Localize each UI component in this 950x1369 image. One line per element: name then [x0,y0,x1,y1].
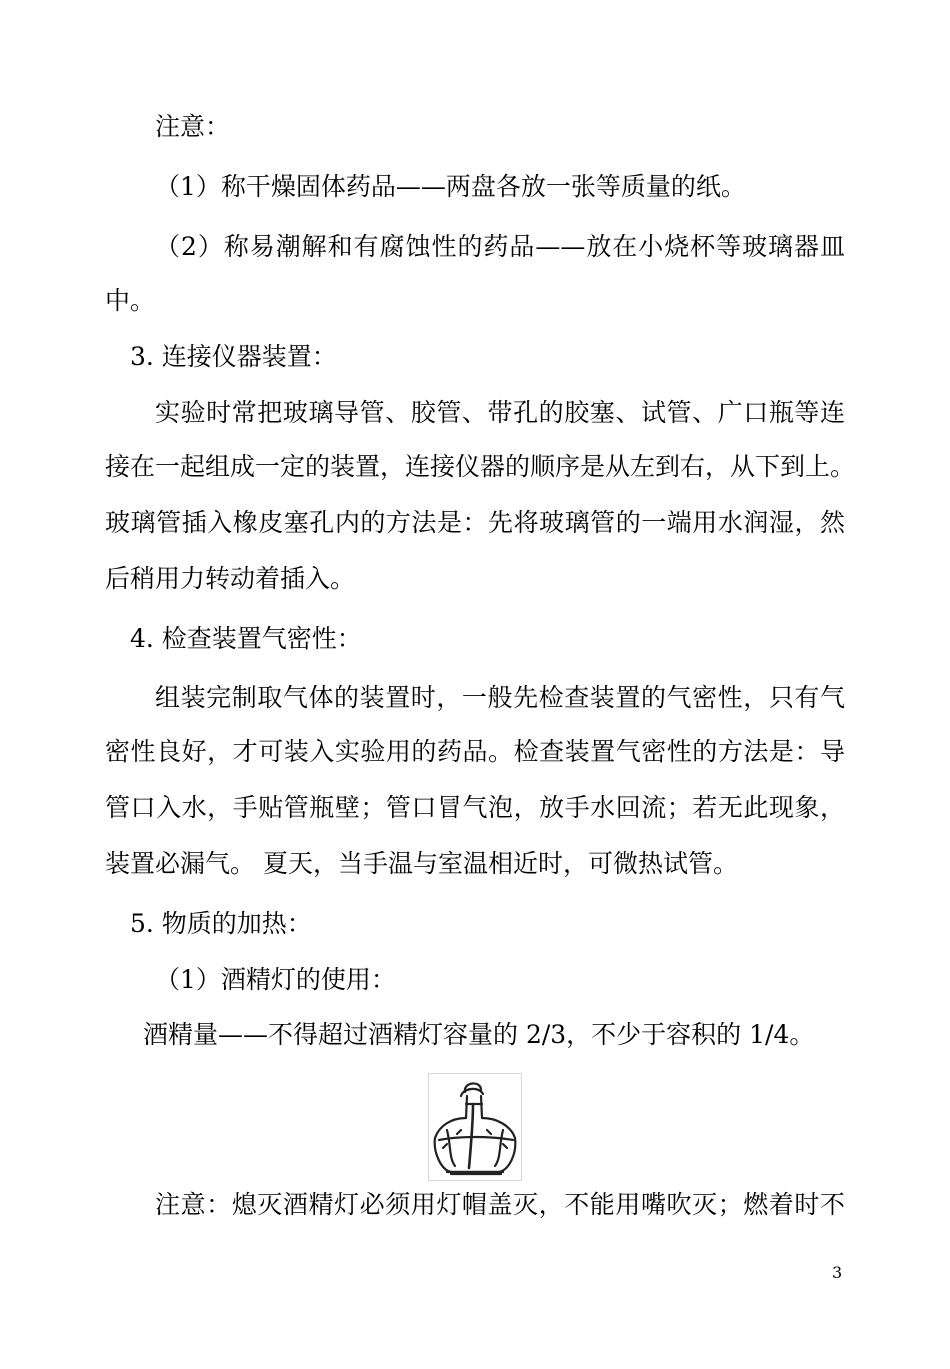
paragraph-line: 管口入水，手贴管瓶壁；管口冒气泡，放手水回流；若无此现象， [105,793,845,822]
paragraph-line: 密性良好，才可装入实验用的药品。检查装置气密性的方法是：导 [105,737,845,766]
list-item-deliquescent: （2）称易潮解和有腐蚀性的药品——放在小烧杯等玻璃器皿 [155,232,845,261]
alcohol-lamp-figure [428,1073,522,1181]
section-heading-heating: 5. 物质的加热： [130,909,312,938]
list-item-dry-solid: （1）称干燥固体药品——两盘各放一张等质量的纸。 [155,172,746,201]
section-heading-airtight: 4. 检查装置气密性： [130,624,362,653]
note-label: 注意： [155,112,231,141]
paragraph-line: 装置必漏气。 夏天，当手温与室温相近时，可微热试管。 [105,849,738,878]
paragraph-line: 实验时常把玻璃导管、胶管、带孔的胶塞、试管、广口瓶等连 [155,398,845,427]
alcohol-lamp-icon [429,1074,521,1180]
section-heading-connect: 3. 连接仪器装置： [130,342,337,371]
list-item-deliquescent-cont: 中。 [105,286,156,315]
paragraph-line: 后稍用力转动着插入。 [105,564,356,593]
alcohol-amount-rule: 酒精量——不得超过酒精灯容量的 2/3，不少于容积的 1/4。 [143,1020,815,1049]
page-number: 3 [832,1263,843,1282]
paragraph-line: 组装完制取气体的装置时，一般先检查装置的气密性，只有气 [155,683,845,712]
note-extinguish: 注意：熄灭酒精灯必须用灯帽盖灭，不能用嘴吹灭；燃着时不 [155,1190,845,1219]
subsection-alcohol-lamp: （1）酒精灯的使用： [155,965,396,994]
paragraph-line: 玻璃管插入橡皮塞孔内的方法是：先将玻璃管的一端用水润湿，然 [105,508,845,537]
paragraph-line: 接在一起组成一定的装置，连接仪器的顺序是从左到右，从下到上。 [105,452,856,481]
